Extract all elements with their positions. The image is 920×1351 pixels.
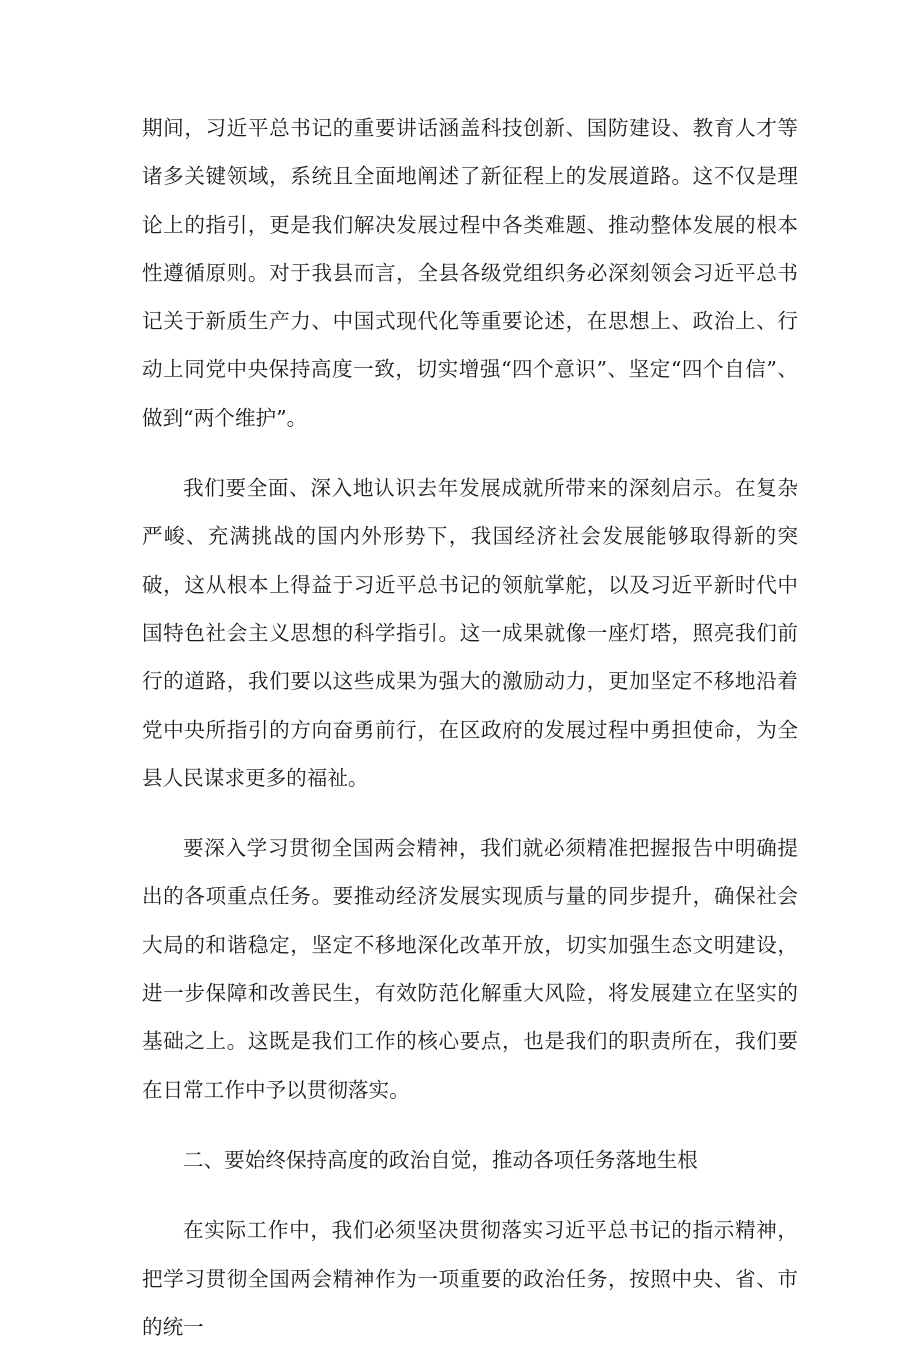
document-body <box>142 104 798 1351</box>
paragraph-implementation: 在实际工作中，我们必须坚决贯彻落实习近平总书记的指示精神，把学习贯彻全国两会精神作为一项重要的政治任务，按照中央、省、市的统一 <box>142 1218 798 1339</box>
section-heading: 二、要始终保持高度的政治自觉，推动各项任务落地生根 <box>183 1147 698 1172</box>
paragraph-key-tasks: 要深入学习贯彻全国两会精神，我们就必须精准把握报告中明确提出的各项重点任务。要推动经济发展实现质与量的同步提升，确保社会大局的和谐稳定，坚定不移地深化改革开放，切实加强生态文明建设，进一步保障和改善民生，有效防范化解重大风险，将发展建立在坚实的基础之上。这既是我们工作的核心要点，也是我们的职责所在，我们要在日常工作中予以贯彻落实。 <box>142 836 798 1102</box>
paragraph-continuation: 期间，习近平总书记的重要讲话涵盖科技创新、国防建设、教育人才等诸多关键领域，系统且全面地阐述了新征程上的发展道路。这不仅是理论上的指引，更是我们解决发展过程中各类难题、推动整体发展的根本性遵循原则。对于我县而言，全县各级党组织务必深刻领会习近平总书记关于新质生产力、中国式现代化等重要论述，在思想上、政治上、行动上同党中央保持高度一致，切实增强“四个意识”、坚定“四个自信”、做到“两个维护”。 <box>142 116 798 430</box>
paragraph-achievements: 我们要全面、深入地认识去年发展成就所带来的深刻启示。在复杂严峻、充满挑战的国内外形势下，我国经济社会发展能够取得新的突破，这从根本上得益于习近平总书记的领航掌舵，以及习近平新时代中国特色社会主义思想的科学指引。这一成果就像一座灯塔，照亮我们前行的道路，我们要以这些成果为强大的激励动力，更加坚定不移地沿着党中央所指引的方向奋勇前行，在区政府的发展过程中勇担使命，为全县人民谋求更多的福祉。 <box>142 476 798 790</box>
